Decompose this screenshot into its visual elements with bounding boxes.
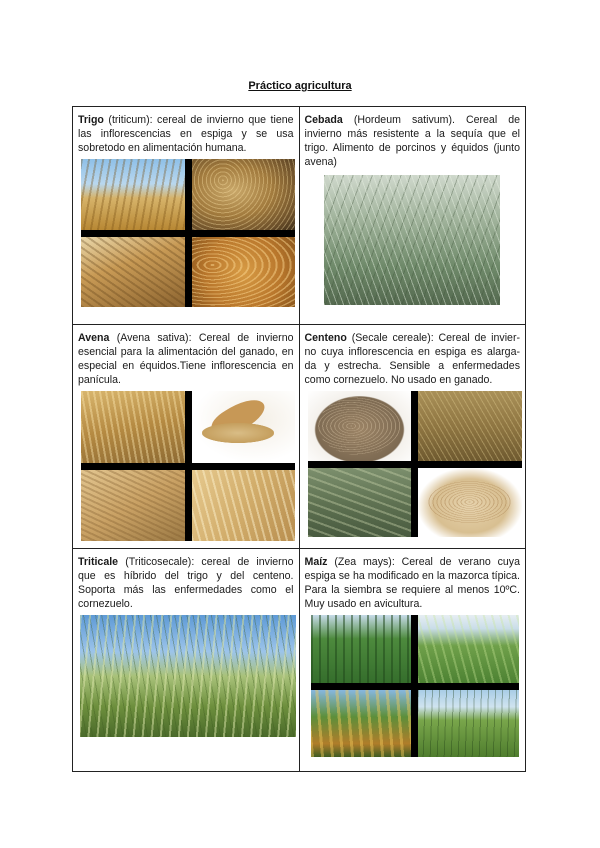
triticale-text: (Triticosecale): cereal de invierno que es híbrido del trigo y del centeno. Soporta más las enfermedades como el cornezuelo.: [78, 556, 294, 610]
oat-grain-closeup-photo: [192, 470, 296, 542]
trigo-description: [78, 113, 294, 155]
cell-centeno: [299, 325, 526, 549]
cereal-table: [72, 106, 526, 772]
maize-cobs-photo: [311, 690, 412, 758]
maize-field-photo: [311, 615, 412, 683]
oat-scoop-photo: [192, 391, 296, 463]
avena-description: [78, 331, 294, 387]
rye-field-photo: [418, 391, 522, 461]
maiz-name: Maíz: [304, 556, 328, 568]
wheat-grain-closeup-photo: [192, 237, 296, 308]
oat-field-photo: [81, 391, 185, 463]
cell-maiz: [299, 549, 526, 772]
avena-photo-collage: [81, 391, 295, 541]
trigo-photo-collage: [81, 159, 295, 307]
triticale-name: Triticale: [78, 556, 119, 568]
maiz-text: (Zea mays): Cereal de verano cuya espiga se ha modificado en la mazorca típica. Para la siembra se requiere al menos 10ºC. Muy usado en avicultura.: [304, 556, 520, 610]
wheat-field-photo: [81, 159, 185, 230]
cell-cebada: [299, 107, 526, 325]
wheat-grain-bowl-photo: [192, 159, 296, 230]
page-title: Práctico agricultura: [248, 80, 352, 92]
rye-grain-pile-photo: [308, 391, 412, 461]
centeno-name: Centeno: [304, 332, 347, 344]
triticale-description: [78, 555, 294, 611]
maize-plants-photo: [418, 615, 519, 683]
centeno-description: [305, 331, 521, 387]
avena-text: (Avena sativa): Cereal de invierno esencial para la alimentación del ganado, en especial en équidos.Tiene inflorescencia en panícula.: [78, 332, 294, 386]
rye-seeds-photo: [418, 468, 522, 538]
barley-photo: [324, 175, 500, 305]
avena-name: Avena: [78, 332, 110, 344]
cell-avena: [73, 325, 300, 549]
triticale-photo: [80, 615, 296, 737]
oat-sack-photo: [81, 470, 185, 542]
cell-trigo: [73, 107, 300, 325]
cebada-name: Cebada: [304, 114, 343, 126]
maize-crop-photo: [418, 690, 519, 758]
cell-triticale: [73, 549, 300, 772]
trigo-text: (triticum): cereal de invierno que tiene las inflorescencias en espiga y se usa sobretodo en alimentación humana.: [78, 114, 294, 154]
maiz-description: [305, 555, 521, 611]
cebada-description: [305, 113, 521, 169]
wheat-grain-sack-photo: [81, 237, 185, 308]
trigo-name: Trigo: [78, 114, 104, 126]
cebada-text: (Hordeum sativum). Cereal de invierno más resistente a la sequía que el trigo. Alimento de porcinos y équidos (junto avena): [304, 114, 520, 168]
centeno-photo-collage: [308, 391, 522, 537]
maiz-photo-collage: [311, 615, 519, 757]
rye-ear-photo: [308, 468, 412, 538]
centeno-text: (Secale cereale): Cereal de invier-no cuya inflorescencia en espiga es alarga-da y estrecha. Sensible a enfermedades como cornezuelo. No usado en ganado.: [304, 332, 520, 386]
